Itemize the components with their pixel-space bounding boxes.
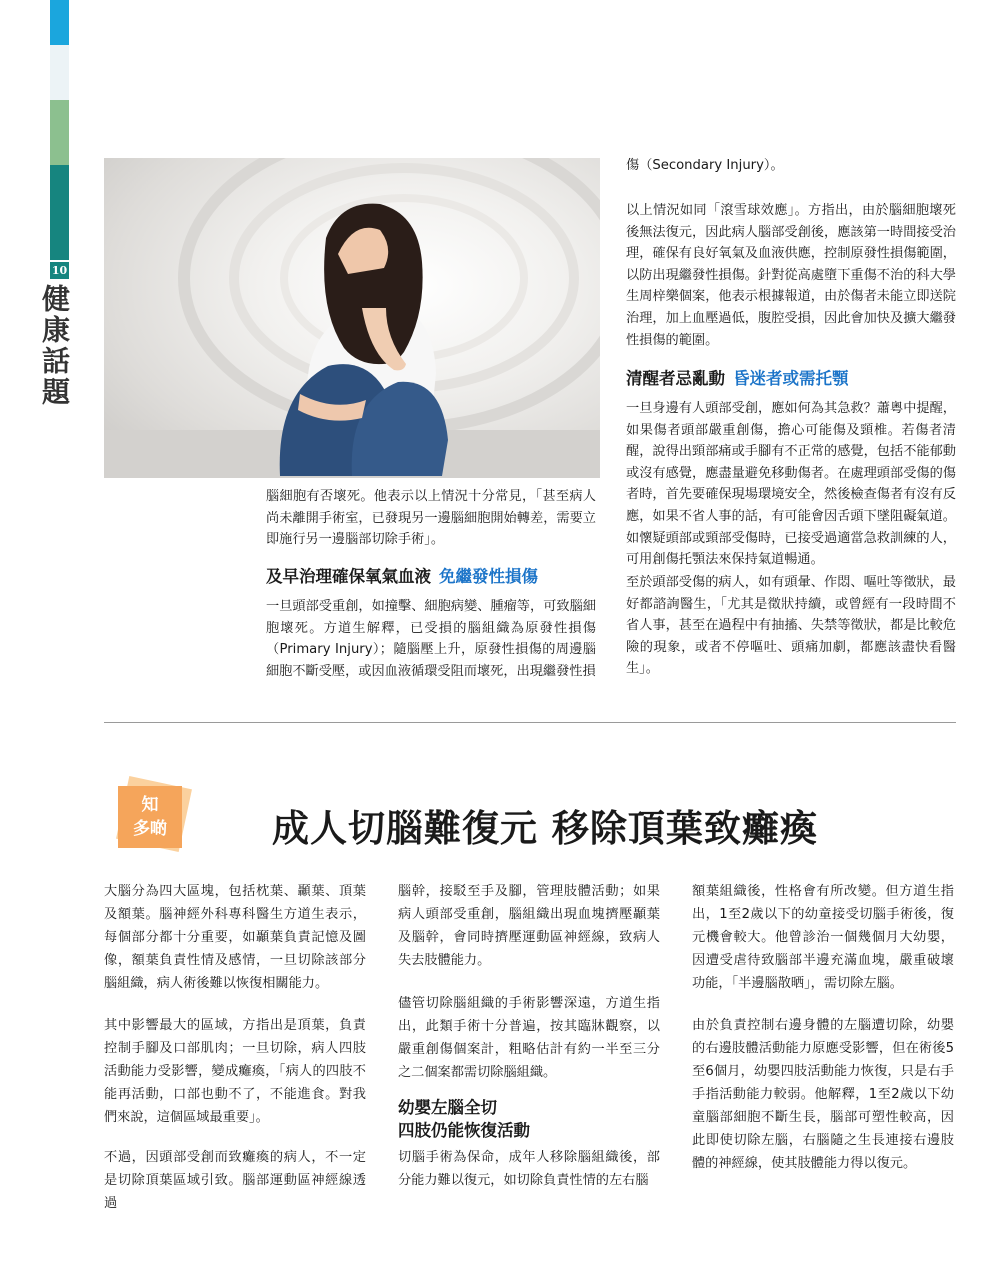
subhead-early-treatment [266,566,538,588]
paragraph-brain-cell-necrosis: 腦細胞有否壞死。他表示以上情況十分常見，「甚至病人尚未離開手術室，已發現另一邊腦細胞開始轉差，需要立即施行另一邊腦部切除手術」。 [266,489,596,548]
side-color-bar-blue [50,0,69,45]
subhead-first-aid-black: 清醒者忌亂動 [626,369,725,388]
badge-label [118,786,182,848]
badge-line-1: 知 [141,795,159,815]
paragraph-brainstem: 腦幹，接駁至手及腳，管理肢體活動；如果病人頭部受重創，腦組織出現血塊擠壓顳葉及腦幹，會同時擠壓運動區神經線，致病人失去肢體能力。 [398,884,660,968]
subhead-first-aid-blue: 昏迷者或需托顎 [733,369,849,388]
section-title: 健康話題 [38,284,71,408]
subhead-infant-recovery-line-1: 幼嬰左腦全切 [398,1098,497,1117]
page-number: 10 [51,264,68,277]
did-you-know-badge [112,776,192,856]
badge-line-2: 多啲 [133,819,167,839]
paragraph-paralysis-cause: 不過，因頭部受創而致癱瘓的病人，不一定是切除頂葉區域引致。腦部運動區神經線透過 [104,1150,366,1211]
paragraph-secondary-injury: 傷（Secondary Injury）。 [626,158,784,173]
paragraph-infant-case: 額葉組織後，性格會有所改變。但方道生指出，1至2歲以下的幼童接受切腦手術後，復元機會較大。他曾診治一個幾個月大幼嬰，因遭受虐待致腦部半邊充滿血塊，嚴重破壞功能，「半邊腦散晒」，需切除左腦。 [692,884,954,991]
section-divider [104,722,956,723]
side-color-bar-pale [50,45,69,100]
paragraph-snowball-effect: 以上情況如同「滾雪球效應」。方指出，由於腦細胞壞死後無法復元，因此病人腦部受創後，應該第一時間接受治理，確保有良好氧氣及血液供應，控制原發性損傷範圍，以防出現繼發性損傷。針對從高處墮下重傷不治的科大學生周梓樂個案，他表示根據報道，由於傷者未能立即送院治理，加上血壓過低，腹腔受損，因此會加快及擴大繼發性損傷的範圍。 [626,203,956,348]
paragraph-brain-plasticity: 由於負責控制右邊身體的左腦遭切除，幼嬰的右邊肢體活動能力原應受影響，但在術後5至6個月，幼嬰四肢活動能力恢復，只是右手手指活動能力較弱。他解釋，1至2歲以下幼童腦部細胞不斷生長，腦部可塑性較高，因此即使切除左腦，右腦隨之生長連接右邊肢體的神經線，使其肢體能力得以復元。 [692,1018,954,1171]
paragraph-four-lobes: 大腦分為四大區塊，包括枕葉、顳葉、頂葉及額葉。腦神經外科專科醫生方道生表示，每個部分都十分重要，如顳葉負責記憶及圖像，額葉負責性情及感情，一旦切除該部分腦組織，病人術後難以恢復相關能力。 [104,884,366,991]
paragraph-parietal-lobe: 其中影響最大的區域，方指出是頂葉，負責控制手腳及口部肌肉；一旦切除，病人四肢活動能力受影響，變成癱瘓，「病人的四肢不能再活動，口部也動不了，不能進食。對我們來說，這個區域最重要」。 [104,1018,366,1125]
subhead-early-treatment-blue: 免繼發性損傷 [439,567,538,586]
paragraph-surgery-common: 儘管切除腦組織的手術影響深遠，方道生指出，此類手術十分普遍，按其臨牀觀察，以嚴重創傷個案計，粗略估計有約一半至三分之二個案都需切除腦組織。 [398,996,660,1080]
paragraph-surgery-for-life: 切腦手術為保命，成年人移除腦組織後，部分能力難以復元，如切除負責性情的左右腦 [398,1150,660,1188]
subhead-early-treatment-black: 及早治理確保氧氣血液 [266,567,431,586]
subhead-infant-recovery [398,1096,530,1142]
subhead-infant-recovery-line-2: 四肢仍能恢復活動 [398,1121,530,1140]
paragraph-first-aid: 一旦身邊有人頭部受創，應如何為其急救？蕭粵中提醒，如果傷者頭部嚴重創傷，擔心可能傷及頸椎。若傷者清醒，說得出頸部痛或手腳有不正常的感覺，包括不能郁動或沒有感覺，應盡量避免移動傷者。在處理頭部受傷的傷者時，首先要確保現場環境安全，然後檢查傷者有沒有反應，如果不省人事的話，有可能會因舌頭下墜阻礙氣道。如懷疑頭部或頸部受傷時，已接受過適當急救訓練的人，可用創傷托顎法來保持氣道暢通。 [626,401,956,568]
paragraph-see-doctor: 至於頭部受傷的病人，如有頭暈、作悶、嘔吐等徵狀，最好都諮詢醫生，「尤其是徵狀持續，或曾經有一段時間不省人事，甚至在過程中有抽搐、失禁等徵狀，都是比較危險的現象，或者不停嘔吐、頭痛加劇，都應該盡快看醫生」。 [626,575,956,677]
woman-headache-photo [104,158,600,478]
side-color-bar-green [50,100,69,165]
box-main-title: 成人切腦難復元 移除頂葉致癱瘓 [272,806,818,850]
paragraph-primary-injury: 一旦頭部受重創，如撞擊、細胞病變、腫瘤等，可致腦細胞壞死。方道生解釋，已受損的腦組織為原發性損傷（Primary Injury）；隨腦壓上升，原發性損傷的周邊腦細胞不斷受壓，或因血液循環受阻而壞死，出現繼發性損 [266,599,596,679]
side-color-bar-teal [50,165,69,260]
subhead-first-aid [626,368,849,390]
